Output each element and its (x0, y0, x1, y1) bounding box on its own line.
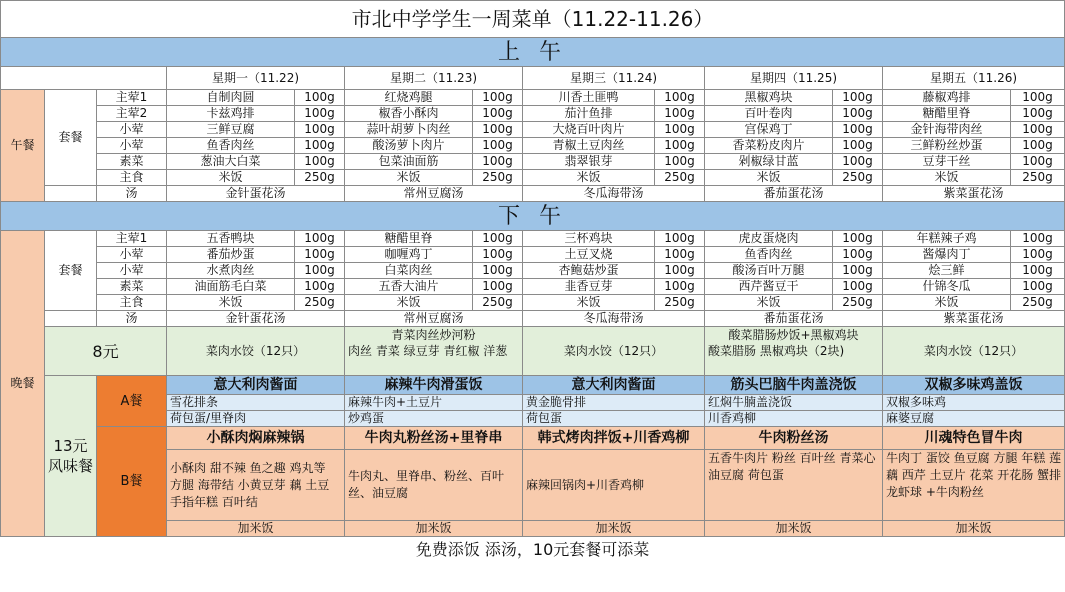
lunch-row (1, 170, 1065, 186)
b-meal-label: B餐 (97, 427, 167, 537)
soup: 金针蛋花汤 (167, 186, 345, 202)
soup: 紫菜蛋花汤 (883, 311, 1065, 327)
soup: 番茄蛋花汤 (705, 311, 883, 327)
dish: 糖醋里脊 (345, 231, 473, 247)
weight: 250g (833, 295, 883, 311)
category: 主食 (97, 170, 167, 186)
b-meal-name: 牛肉粉丝汤 (705, 427, 883, 450)
weight: 100g (655, 247, 705, 263)
dish: 香菜粉皮肉片 (705, 138, 833, 154)
dish: 五香鸭块 (167, 231, 295, 247)
soup: 常州豆腐汤 (345, 186, 523, 202)
dish: 米饭 (345, 170, 473, 186)
weight: 100g (833, 90, 883, 106)
lunch-label: 午餐 (1, 90, 45, 202)
soup: 紫菜蛋花汤 (883, 186, 1065, 202)
dish: 米饭 (883, 170, 1011, 186)
weight: 100g (295, 90, 345, 106)
soup: 冬瓜海带汤 (523, 186, 705, 202)
dish: 米饭 (167, 295, 295, 311)
dish: 三杯鸡块 (523, 231, 655, 247)
dish: 鱼香肉丝 (705, 247, 833, 263)
weight: 100g (655, 231, 705, 247)
dish: 西芹酱豆干 (705, 279, 833, 295)
page-title: 市北中学学生一周菜单（11.22-11.26） (1, 1, 1065, 38)
weight: 100g (295, 138, 345, 154)
weight: 100g (1011, 247, 1065, 263)
dish: 油面筋毛白菜 (167, 279, 295, 295)
dinner-soup-row (1, 311, 1065, 327)
dish: 卡兹鸡排 (167, 106, 295, 122)
b-meal-desc: 牛肉丸、里脊串、粉丝、百叶丝、油豆腐 (345, 450, 523, 521)
a-meal-side: 荷包蛋/里脊肉 (167, 411, 345, 427)
dish: 烩三鲜 (883, 263, 1011, 279)
weight: 100g (833, 122, 883, 138)
category: 主荤1 (97, 90, 167, 106)
category: 主荤2 (97, 106, 167, 122)
dinner-row (1, 247, 1065, 263)
a-meal-side: 雪花排条 (167, 395, 345, 411)
weight: 100g (833, 154, 883, 170)
lunch-row (1, 122, 1065, 138)
dish: 咖喱鸡丁 (345, 247, 473, 263)
lunch-row (1, 106, 1065, 122)
lunch-row (1, 138, 1065, 154)
dish: 酸汤百叶万腿 (705, 263, 833, 279)
weight: 100g (473, 138, 523, 154)
soup: 常州豆腐汤 (345, 311, 523, 327)
weight: 250g (1011, 170, 1065, 186)
weight: 100g (473, 90, 523, 106)
category: 素菜 (97, 154, 167, 170)
category: 小荤 (97, 263, 167, 279)
category: 主食 (97, 295, 167, 311)
b-meal-name-row (1, 427, 1065, 450)
dish: 葱油大白菜 (167, 154, 295, 170)
weight: 100g (655, 263, 705, 279)
weight: 100g (833, 138, 883, 154)
weight: 100g (473, 279, 523, 295)
dish: 米饭 (523, 170, 655, 186)
dish: 虎皮蛋烧肉 (705, 231, 833, 247)
lunch-row (1, 154, 1065, 170)
noodle-item: 菜肉水饺（12只） (523, 327, 705, 376)
category: 小荤 (97, 122, 167, 138)
dish: 番茄炒蛋 (167, 247, 295, 263)
lunch-soup-row (1, 186, 1065, 202)
dish: 酸汤萝卜肉片 (345, 138, 473, 154)
soup: 冬瓜海带汤 (523, 311, 705, 327)
weight: 250g (295, 295, 345, 311)
afternoon-band: 下 午 (1, 202, 1065, 231)
noodle-desc: 肉丝 青菜 绿豆芽 青红椒 洋葱 (348, 344, 508, 358)
dish: 土豆叉烧 (523, 247, 655, 263)
weight: 100g (295, 263, 345, 279)
category: 小荤 (97, 138, 167, 154)
weight: 250g (1011, 295, 1065, 311)
b-meal-desc: 五香牛肉片 粉丝 百叶丝 青菜心 油豆腐 荷包蛋 (705, 450, 883, 521)
weight: 100g (655, 138, 705, 154)
dish: 糖醋里脊 (883, 106, 1011, 122)
a-meal-side: 荷包蛋 (523, 411, 705, 427)
day-header: 星期三（11.24) (523, 67, 705, 90)
dinner-row (1, 263, 1065, 279)
weight: 100g (1011, 154, 1065, 170)
weight: 100g (473, 247, 523, 263)
weight: 100g (833, 247, 883, 263)
b-meal-rice: 加米饭 (883, 521, 1065, 537)
b-meal-desc: 牛肉丁 蛋饺 鱼豆腐 方腿 年糕 莲藕 西芹 土豆片 花菜 开花肠 蟹排 龙虾球 +牛肉粉丝 (883, 450, 1065, 521)
noodle-item: 菜肉水饺（12只） (167, 327, 345, 376)
b-meal-rice: 加米饭 (523, 521, 705, 537)
dish: 百叶卷肉 (705, 106, 833, 122)
a-meal-name: 麻辣牛肉滑蛋饭 (345, 376, 523, 395)
a-meal-side: 红焖牛腩盖浇饭 (705, 395, 883, 411)
dish: 米饭 (705, 295, 833, 311)
b-meal-rice: 加米饭 (345, 521, 523, 537)
a-meal-name: 双椒多味鸡盖饭 (883, 376, 1065, 395)
dish: 水煮肉丝 (167, 263, 295, 279)
b-meal-rice: 加米饭 (167, 521, 345, 537)
dish: 黑椒鸡块 (705, 90, 833, 106)
dinner-row (1, 231, 1065, 247)
dish: 酱爆肉丁 (883, 247, 1011, 263)
weight: 100g (833, 263, 883, 279)
dinner-label: 晚餐 (1, 231, 45, 537)
weight: 100g (1011, 122, 1065, 138)
weight: 100g (1011, 138, 1065, 154)
b-meal-name: 韩式烤肉拌饭+川香鸡柳 (523, 427, 705, 450)
day-header: 星期一（11.22) (167, 67, 345, 90)
weight: 100g (655, 279, 705, 295)
dish: 米饭 (883, 295, 1011, 311)
weight: 250g (655, 295, 705, 311)
weight: 100g (473, 122, 523, 138)
dish: 剁椒绿甘蓝 (705, 154, 833, 170)
b-meal-desc: 小酥肉 甜不辣 鱼之趣 鸡丸等 方腿 海带结 小黄豆芽 藕 土豆 手指年糕 百叶结 (167, 450, 345, 521)
b-meal-desc: 麻辣回锅肉+川香鸡柳 (523, 450, 705, 521)
day-header: 星期二（11.23) (345, 67, 523, 90)
day-header: 星期五（11.26) (883, 67, 1065, 90)
dish: 三鲜粉丝炒蛋 (883, 138, 1011, 154)
weight: 100g (295, 106, 345, 122)
dish: 三鲜豆腐 (167, 122, 295, 138)
category: 汤 (97, 186, 167, 202)
weight: 250g (295, 170, 345, 186)
b-meal-name: 牛肉丸粉丝汤+里脊串 (345, 427, 523, 450)
weight: 100g (473, 154, 523, 170)
b-meal-name: 小酥肉焖麻辣锅 (167, 427, 345, 450)
dish: 年糕辣子鸡 (883, 231, 1011, 247)
a-meal-name: 意大利肉酱面 (167, 376, 345, 395)
weight: 250g (473, 170, 523, 186)
dinner-set-label: 套餐 (45, 231, 97, 311)
morning-band: 上 午 (1, 38, 1065, 67)
category: 小荤 (97, 247, 167, 263)
dish: 包菜油面筋 (345, 154, 473, 170)
noodle-item: 酸菜腊肠炒饭+黑椒鸡块 (728, 328, 859, 342)
weight: 100g (655, 106, 705, 122)
a-meal-side: 麻辣牛肉+土豆片 (345, 395, 523, 411)
weight: 100g (295, 247, 345, 263)
weight: 250g (655, 170, 705, 186)
weight: 100g (655, 90, 705, 106)
weight: 100g (833, 231, 883, 247)
weight: 100g (295, 231, 345, 247)
a-meal-side: 炒鸡蛋 (345, 411, 523, 427)
a-meal-label: A餐 (97, 376, 167, 427)
weight: 100g (833, 279, 883, 295)
b-meal-rice: 加米饭 (705, 521, 883, 537)
weight: 100g (473, 231, 523, 247)
dish: 宫保鸡丁 (705, 122, 833, 138)
a-meal-name: 意大利肉酱面 (523, 376, 705, 395)
category: 主荤1 (97, 231, 167, 247)
soup: 番茄蛋花汤 (705, 186, 883, 202)
dish: 红烧鸡腿 (345, 90, 473, 106)
weight: 100g (295, 122, 345, 138)
dish: 五香大油片 (345, 279, 473, 295)
dish: 鱼香肉丝 (167, 138, 295, 154)
category: 素菜 (97, 279, 167, 295)
b-meal-name: 川魂特色冒牛肉 (883, 427, 1065, 450)
weight: 100g (1011, 231, 1065, 247)
dish: 米饭 (167, 170, 295, 186)
a-meal-name: 筋头巴脑牛肉盖浇饭 (705, 376, 883, 395)
weight: 100g (473, 263, 523, 279)
weight: 100g (295, 154, 345, 170)
dish: 米饭 (705, 170, 833, 186)
weight: 100g (655, 154, 705, 170)
dish: 茄汁鱼排 (523, 106, 655, 122)
dish: 川香土匪鸭 (523, 90, 655, 106)
dish: 杏鲍菇炒蛋 (523, 263, 655, 279)
weight: 100g (1011, 106, 1065, 122)
weight: 100g (655, 122, 705, 138)
noodle-item: 青菜肉丝炒河粉 (391, 328, 476, 342)
weight: 100g (1011, 90, 1065, 106)
noodle-item: 菜肉水饺（12只） (883, 327, 1065, 376)
dish: 白菜肉丝 (345, 263, 473, 279)
day-header-row (1, 67, 1065, 90)
category: 汤 (97, 311, 167, 327)
weight: 100g (473, 106, 523, 122)
a-meal-side: 川香鸡柳 (705, 411, 883, 427)
dish: 大烧百叶肉片 (523, 122, 655, 138)
dish: 翡翠银芽 (523, 154, 655, 170)
dish: 自制肉圆 (167, 90, 295, 106)
noodle-desc: 酸菜腊肠 黑椒鸡块（2块) (708, 344, 845, 358)
weight: 100g (833, 106, 883, 122)
dinner-row (1, 279, 1065, 295)
price-13: 13元 风味餐 (45, 376, 97, 537)
a-meal-name-row (1, 376, 1065, 395)
dish: 什锦冬瓜 (883, 279, 1011, 295)
weight: 100g (295, 279, 345, 295)
a-meal-side: 麻婆豆腐 (883, 411, 1065, 427)
dish: 蒜叶胡萝卜肉丝 (345, 122, 473, 138)
dish: 米饭 (345, 295, 473, 311)
price-8: 8元 (45, 327, 167, 376)
soup: 金针蛋花汤 (167, 311, 345, 327)
dish: 藤椒鸡排 (883, 90, 1011, 106)
dish: 青椒土豆肉丝 (523, 138, 655, 154)
lunch-row (1, 90, 1065, 106)
weight: 250g (473, 295, 523, 311)
a-meal-side: 黄金脆骨排 (523, 395, 705, 411)
dish: 豆芽干丝 (883, 154, 1011, 170)
weight: 100g (1011, 279, 1065, 295)
dish: 椒香小酥肉 (345, 106, 473, 122)
dish: 韭香豆芽 (523, 279, 655, 295)
day-header: 星期四（11.25) (705, 67, 883, 90)
eight-yuan-row (1, 327, 1065, 376)
dish: 米饭 (523, 295, 655, 311)
footer-note: 免费添饭 添汤，10元套餐可添菜 (415, 539, 650, 559)
weight: 250g (833, 170, 883, 186)
weight: 100g (1011, 263, 1065, 279)
a-meal-side: 双椒多味鸡 (883, 395, 1065, 411)
lunch-set-label: 套餐 (45, 90, 97, 186)
dish: 金针海带肉丝 (883, 122, 1011, 138)
dinner-row (1, 295, 1065, 311)
